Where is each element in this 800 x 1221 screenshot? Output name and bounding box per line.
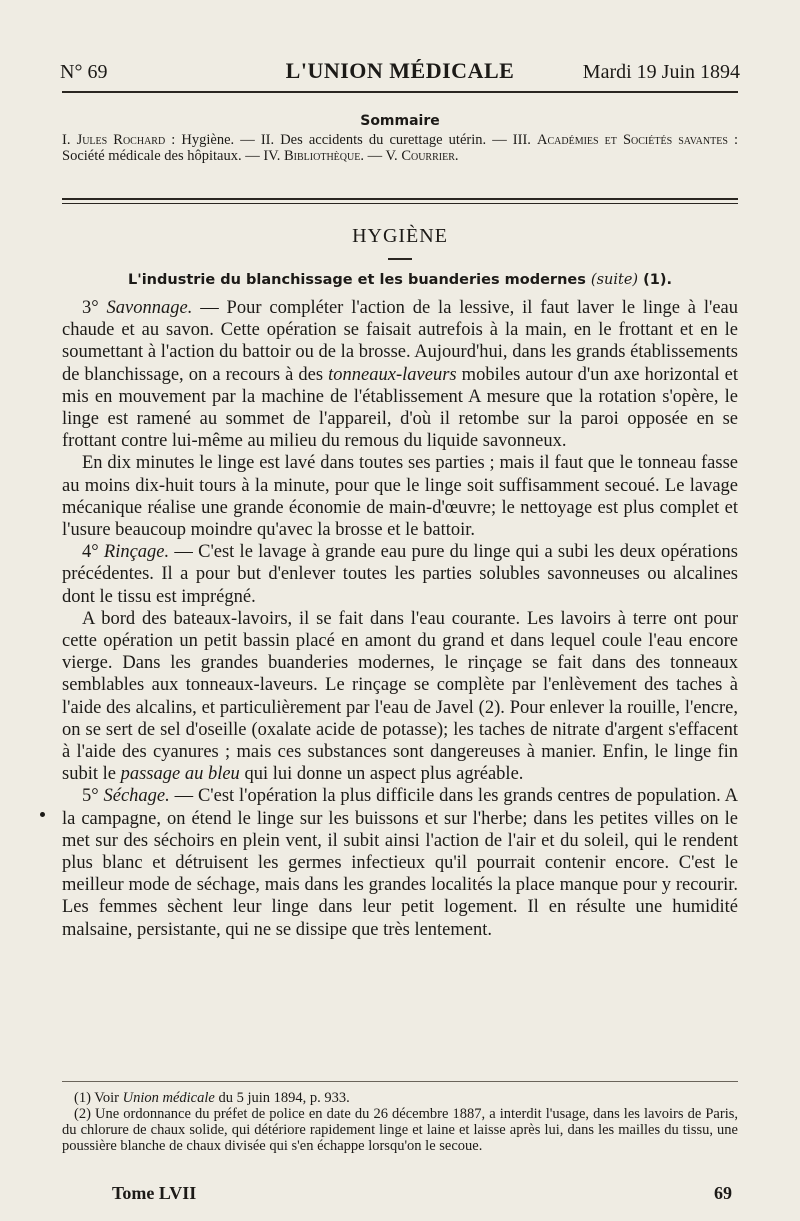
paragraph-text: A bord des bateaux-lavoirs, il se fait dans l'eau courante. Les lavoirs à terre ont pour cette opération un petit bassin placé en amont du grand et dans lequel coule l'eau encore vierge. Dans les grandes buanderies modernes, le rinçage se fait dans des tonneaux semblables aux tonneaux-laveurs. Le rinçage se complète par l'enlèvement des taches à l'aide des alcalins, et particulièrement par l'eau de Javel (2). Pour enlever la rouille, l'encre, on se sert de sel d'oseille (oxalate acide de potasse); les taches de nitrate d'argent s'effacent à l'aide des cyanures ; mais ces substances sont dangereuses à manier. Enfin, le linge fin subit le xyxy=(62,608,738,785)
paragraph-number: 5° xyxy=(82,786,104,807)
sommaire-contents xyxy=(62,132,738,164)
title-dash xyxy=(388,258,412,260)
journal-title: L'UNION MÉDICALE xyxy=(285,58,515,83)
paragraph-savonnage xyxy=(62,297,738,452)
footnote-text: (1) Voir xyxy=(74,1090,123,1106)
footnotes xyxy=(62,1090,738,1154)
sommaire-rule-top xyxy=(62,198,738,200)
paragraph-number: 4° xyxy=(82,542,104,563)
sommaire-rule-bottom xyxy=(62,203,738,204)
issue-date: Mardi 19 Juin 1894 xyxy=(582,61,740,83)
header-rule xyxy=(62,91,738,93)
paragraph-lavage: En dix minutes le linge est lavé dans toutes ses parties ; mais il faut que le tonneau fasse au moins dix-huit tours à la minute, pour que le linge soit suffisamment secoué. Le lavage mécanique réalise une grande économie de main-d'œuvre; le nettoyage est plus complet et l'usure beaucoup moindre qu'avec la brosse et le battoir. xyxy=(62,453,738,541)
paragraph-term: Séchage. xyxy=(103,786,170,807)
sommaire-text: . xyxy=(454,148,459,164)
paragraph-number: 3° xyxy=(82,298,107,318)
paragraph-rincage xyxy=(62,541,738,608)
footnote-2: (2) Une ordonnance du préfet de police en date du 26 décembre 1887, a interdit l'usage, dans les lavoirs de Paris, du chlorure de chaux solide, qui détériore rapidement linge et laine et laisse après lui, dans les mailles du tissu, une poussière blanche de chaux divisée qui s'en échappe lorsqu'on le secoue. xyxy=(62,1106,738,1154)
subtitle-suite: (suite) xyxy=(590,272,639,288)
sommaire-text: : Société médicale des hôpitaux. — IV. xyxy=(62,132,739,164)
sommaire-section: Académies et Sociétés savantes xyxy=(537,132,728,148)
paragraph-text: mobiles autour d'un axe horizontal et mis en mouvement par la machine de l'établissement A mesure que la rotation s'opère, le linge est ramené au sommet de l'appareil, d'où il retombe sur la paroi opposée en se frottant contre lui-même au milieu du remous du liquide savonneux. xyxy=(62,364,739,452)
paragraph-sechage xyxy=(62,785,738,940)
footnote-journal: Union médicale xyxy=(122,1090,215,1106)
ink-spot xyxy=(40,812,45,817)
paragraph-text: — Pour compléter l'action de la lessive, il faut laver le linge à l'eau chaude et au savon. Cette opération se faisait autrefois à la main, en le frottant et en le soumettant à l'action du battoir ou de la brosse. Aujourd'hui, dans les grands établissements de blanchissage, on a recours à des xyxy=(62,298,738,385)
issue-number: N° 69 xyxy=(60,61,108,83)
sommaire-author: Jules Rochard xyxy=(76,132,166,148)
footnote-rule xyxy=(62,1081,738,1082)
paragraph-text: — C'est le lavage à grande eau pure du linge qui a subi les deux opérations précédentes. Il a pour but d'enlever toutes les parties solubles savonneuses ou alcalines dont le tissu est imprégné. xyxy=(62,542,738,607)
sommaire-title: Sommaire xyxy=(360,113,440,129)
sommaire-section: Courrier xyxy=(401,148,455,164)
footnote-1 xyxy=(62,1090,738,1106)
page-footer xyxy=(62,1183,738,1207)
paragraph-text: — C'est l'opération la plus difficile dans les grands centres de population. A la campagne, on étend le linge sur les buissons et sur l'herbe; dans les petites villes on le met sur des séchoirs en plein vent, il subit ainsi l'action de l'air et du soleil, qui le rendent plus blanc et détruisent les germes infectieux qu'il pourrait contenir encore. C'est le meilleur mode de séchage, mais dans les grandes localités la place manque pour y recourir. Les femmes sèchent leur linge dans leur petit logement. Il en résulte une humidité malsaine, persistante, qui ne se dissipe que très lentement. xyxy=(62,786,738,940)
running-header xyxy=(60,55,740,89)
page-number: 69 xyxy=(714,1183,732,1203)
subtitle-main: L'industrie du blanchissage et les buanderies modernes xyxy=(128,272,586,288)
paragraph-term: Savonnage. xyxy=(106,298,193,318)
italic-term: tonneaux-laveurs xyxy=(328,364,457,385)
article-subtitle xyxy=(62,272,738,288)
sommaire-text: . — V. xyxy=(360,148,402,164)
paragraph-text: qui lui donne un aspect plus agréable. xyxy=(239,764,524,785)
sommaire-section: Bibliothèque xyxy=(284,148,361,164)
paragraph-bateaux-lavoirs xyxy=(62,608,738,786)
sommaire-text: : Hygiène. — II. Des accidents du curettage utérin. — III. xyxy=(165,132,537,148)
section-title: HYGIÈNE xyxy=(352,225,448,247)
italic-term: passage au bleu xyxy=(120,764,240,785)
article-body xyxy=(62,297,738,941)
sommaire-item-number: I. xyxy=(62,132,71,148)
paragraph-term: Rinçage. xyxy=(103,542,170,563)
subtitle-footnote-ref: (1). xyxy=(638,272,672,288)
volume-label: Tome LVII xyxy=(112,1183,197,1203)
footnote-text: du 5 juin 1894, p. 933. xyxy=(214,1090,350,1106)
